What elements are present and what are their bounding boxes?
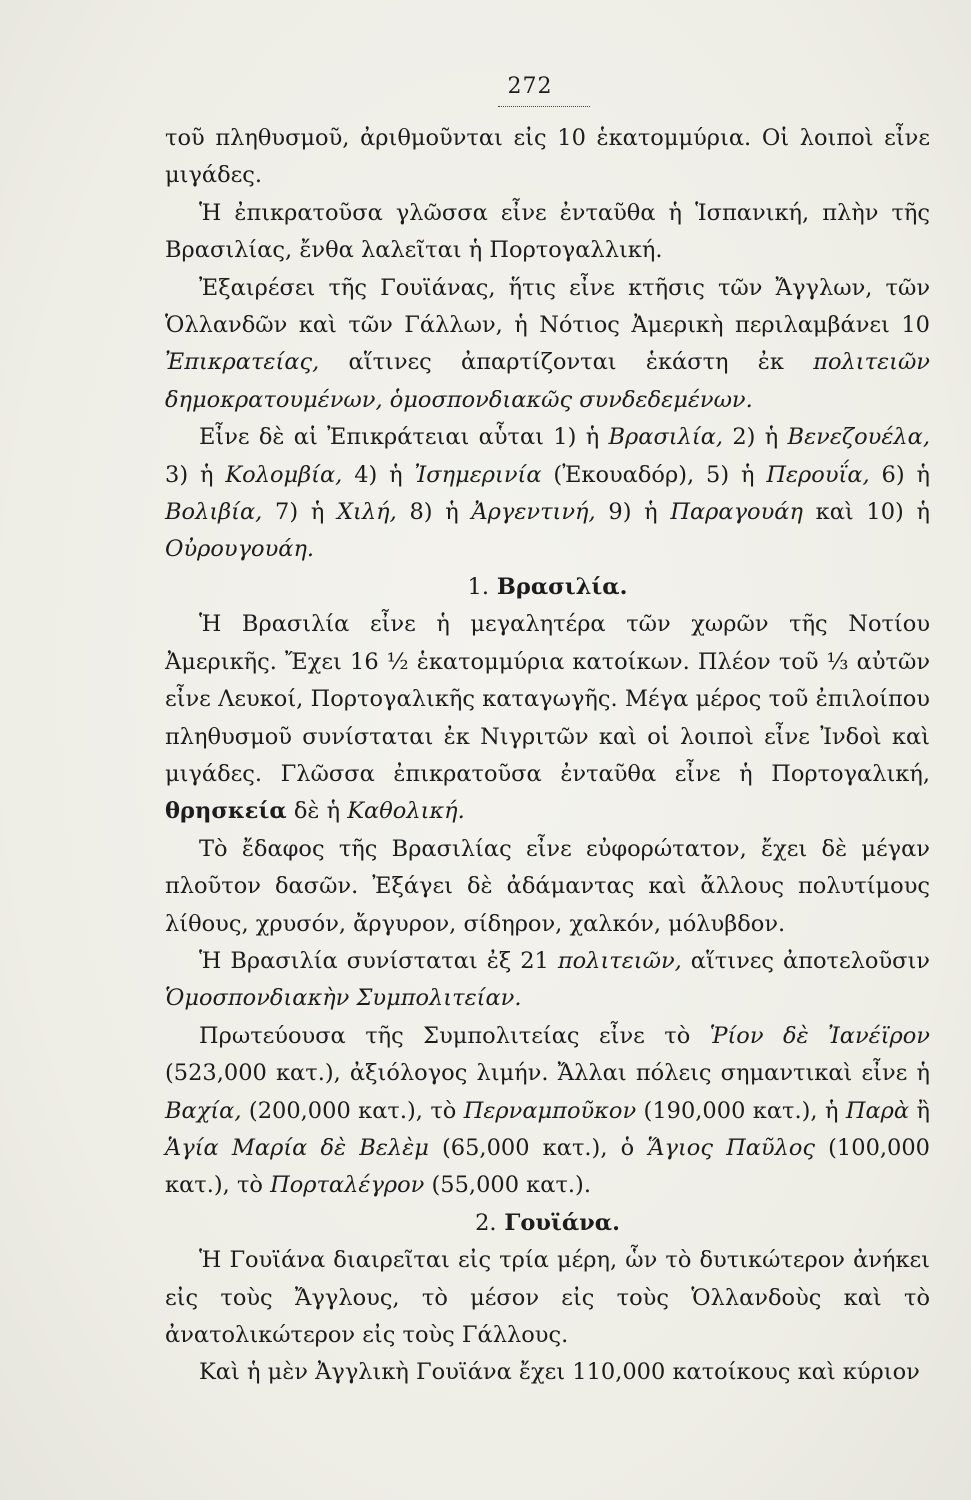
paragraph (165, 1242, 930, 1354)
state-name: Οὐρουγουάη. (165, 536, 315, 563)
paragraph-text: Εἶνε δὲ αἱ Ἐπικράτειαι αὗται 1) ἡ (199, 424, 609, 451)
italic-term: πολιτειῶν, (557, 947, 682, 974)
paragraph-text: Τὸ ἔδαφος τῆς Βρασιλίας εἶνε εὐφορώτατον, ἔχει δὲ μέγαν πλοῦτον δασῶν. Ἐξάγει δὲ ἀδάμαντας καὶ ἄλλους πολυτίμους λίθους, χρυσόν, ἄργυρον, σίδηρον, χαλκόν, μόλυβδον. (165, 835, 930, 937)
paragraph-text: (200,000 κατ.), τὸ (241, 1097, 464, 1124)
paragraph-text: (100,000 κατ.), τὸ (165, 1134, 930, 1199)
paragraph-text: Καὶ ἡ μὲν Ἀγγλικὴ Γουϊάνα ἔχει 110,000 κατοίκους καὶ κύριον (199, 1359, 920, 1386)
paragraph-text: ἢ (909, 1097, 930, 1124)
city-name: Ἅγιος Παῦλος (647, 1134, 815, 1161)
paragraph (165, 606, 930, 830)
city-name: Πορταλέγρον (270, 1172, 425, 1199)
paragraph-text: 9) ἡ (595, 499, 671, 526)
state-name: Βολιβία, (165, 499, 263, 526)
section-heading-guiana (165, 1205, 930, 1242)
paragraph-text: 7) ἡ (262, 499, 338, 526)
state-name: Κολομβία, (225, 461, 343, 488)
italic-term: Καθολική. (347, 798, 465, 825)
section-number: 2. (475, 1209, 497, 1236)
paragraph-text: Ἐξαιρέσει τῆς Γουϊάνας, ἥτις εἶνε κτῆσις τῶν Ἄγγλων, τῶν Ὁλλανδῶν καὶ τῶν Γάλλων, ἡ Νότιος Ἀμερικὴ περιλαμβάνει 10 (165, 274, 930, 339)
paragraph-text: 6) ἡ (869, 461, 931, 488)
paragraph (165, 120, 930, 195)
paragraph-text: 8) ἡ (396, 499, 472, 526)
paragraph-text: Ἡ ἐπικρατοῦσα γλῶσσα εἶνε ἐνταῦθα ἡ Ἱσπανική, πλὴν τῆς Βρασιλίας, ἔνθα λαλεῖται ἡ Πορτογαλλική. (165, 199, 930, 264)
city-name: Παρὰ (845, 1097, 910, 1124)
paragraph (165, 195, 930, 270)
section-heading-brazil (165, 569, 930, 606)
city-name: Περναμποῦκον (463, 1097, 637, 1124)
paragraph-text: (190,000 κατ.), ἡ (636, 1097, 846, 1124)
italic-term: Ἐπικρατείας, (165, 349, 320, 376)
city-name: Ῥίον δὲ Ἰανέϊρον (709, 1022, 930, 1049)
paragraph-text: αἵτινες ἀπαρτίζονται ἑκάστη ἐκ (319, 349, 814, 376)
paragraph-states-list (165, 419, 930, 569)
paragraph-cities (165, 1018, 930, 1205)
paragraph-text: δὲ ἡ (286, 798, 348, 825)
state-name: Ἰσημερινία (414, 461, 542, 488)
page-number: 272 (507, 74, 553, 99)
state-name: Ἀργεντινή, (471, 499, 596, 526)
section-number: 1. (467, 573, 490, 600)
paragraph-text: (55,000 κατ.). (424, 1172, 591, 1199)
section-title: Γουϊάνα. (504, 1209, 620, 1236)
paragraph-text: 2) ἡ (723, 424, 788, 451)
paragraph (165, 1354, 930, 1391)
paragraph-text: (Ἐκουαδόρ), 5) ἡ (541, 461, 767, 488)
paragraph-text: (523,000 κατ.), ἀξιόλογος λιμήν. Ἄλλαι πόλεις σημαντικαὶ εἶνε ἡ (165, 1060, 930, 1087)
state-name: Χιλή, (337, 499, 397, 526)
page-number-rule (498, 106, 590, 107)
paragraph (165, 943, 930, 1018)
paragraph-text: Ἡ Βρασιλία συνίσταται ἐξ 21 (199, 947, 558, 974)
paragraph-text: 4) ἡ (342, 461, 415, 488)
paragraph-text: Ἡ Γουϊάνα διαιρεῖται εἰς τρία μέρη, ὧν τὸ δυτικώτερον ἀνήκει εἰς τοὺς Ἄγγλους, τὸ μέσον εἰς τοὺς Ὁλλανδοὺς καὶ τὸ ἀνατολικώτερον εἰς τοὺς Γάλλους. (165, 1247, 930, 1348)
paragraph-text: Ἡ Βρασιλία εἶνε ἡ μεγαλητέρα τῶν χωρῶν τῆς Νοτίου Ἀμερικῆς. Ἔχει 16 ½ ἑκατομμύρια κατοίκων. Πλέον τοῦ ⅓ αὐτῶν εἶνε Λευκοί, Πορτογαλικῆς καταγωγῆς. Μέγα μέρος τοῦ ἐπιλοίπου πληθυσμοῦ συνίσταται ἐκ Νιγριτῶν καὶ οἱ λοιποὶ εἶνε Ἰνδοὶ καὶ μιγάδες. Γλῶσσα ἐπικρατοῦσα ἐνταῦθα εἶνε ἡ Πορτογαλική, (165, 611, 930, 787)
section-title: Βρασιλία. (496, 573, 628, 600)
body-text (165, 120, 930, 1392)
paragraph-text: Πρωτεύουσα τῆς Συμπολιτείας εἶνε τὸ (199, 1022, 710, 1049)
paragraph-text: καὶ 10) ἡ (802, 499, 931, 526)
paragraph-text: 3) ἡ (165, 461, 226, 488)
state-name: Βενεζουέλα, (787, 424, 931, 451)
city-name: Ἁγία Μαρία δὲ Βελὲμ (165, 1134, 429, 1161)
paragraph (165, 831, 930, 943)
paragraph-text: (65,000 κατ.), ὁ (428, 1134, 648, 1161)
italic-term: Ὁμοσπονδιακὴν Συμπολιτείαν. (165, 985, 522, 1012)
italic-term: πολιτειῶν δημοκρατουμένων, ὁμοσπονδιακῶς συνδεδεμένων. (165, 349, 930, 413)
city-name: Βαχία, (165, 1097, 242, 1124)
paragraph-text: τοῦ πληθυσμοῦ, ἀριθμοῦνται εἰς 10 ἑκατομμύρια. Οἱ λοιποὶ εἶνε μιγάδες. (165, 125, 930, 189)
paragraph (165, 270, 930, 420)
state-name: Παραγουάη (670, 499, 803, 526)
paragraph-text: αἵτινες ἀποτελοῦσιν (681, 947, 930, 974)
bold-term: θρησκεία (165, 798, 287, 825)
state-name: Περουΐα, (766, 461, 870, 488)
state-name: Βρασιλία, (608, 424, 724, 451)
